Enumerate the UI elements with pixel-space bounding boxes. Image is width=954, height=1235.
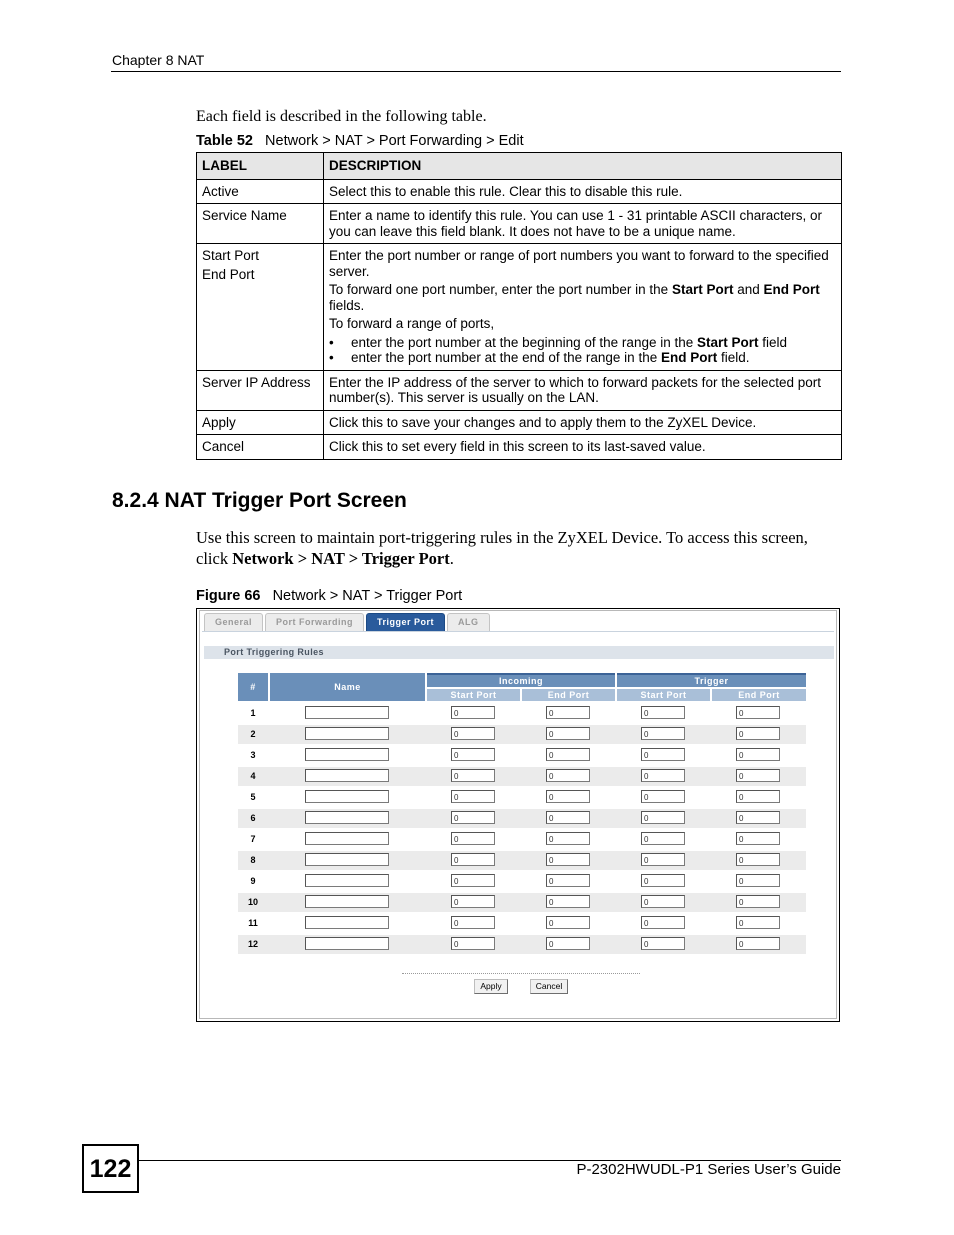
trigger-port-screenshot: [196, 608, 840, 1022]
incoming-end-port-input[interactable]: 0: [546, 706, 590, 719]
row-label: Active: [197, 179, 324, 204]
rule-name-input[interactable]: [305, 706, 389, 719]
trigger-end-port-input[interactable]: 0: [736, 706, 780, 719]
table-row: [238, 914, 806, 933]
tab-alg[interactable]: ALG: [447, 613, 490, 631]
rule-number: 7: [250, 834, 256, 844]
row-label: Apply: [197, 410, 324, 435]
row-label-start-port: Start Port: [202, 248, 260, 263]
desc-paragraph: Enter the port number or range of port numbers you want to forward to the specified server.: [329, 248, 829, 279]
column-header-description: DESCRIPTION: [324, 153, 842, 180]
table-row: [238, 830, 806, 849]
rule-number: 8: [250, 855, 256, 865]
rule-name-input[interactable]: [305, 874, 389, 887]
incoming-end-port-input[interactable]: 0: [546, 916, 590, 929]
column-header-incoming-start-port: Start Port: [427, 689, 520, 701]
figure-caption-number: Figure 66: [196, 588, 261, 604]
column-header-incoming: Incoming: [427, 673, 615, 687]
rule-name-input[interactable]: [305, 916, 389, 929]
table-row: [197, 244, 842, 371]
trigger-start-port-input[interactable]: 0: [641, 874, 685, 887]
column-header-trigger-end-port: End Port: [712, 689, 806, 701]
trigger-start-port-input[interactable]: 0: [641, 853, 685, 866]
trigger-start-port-input[interactable]: 0: [641, 937, 685, 950]
trigger-end-port-input[interactable]: 0: [736, 853, 780, 866]
trigger-start-port-input[interactable]: 0: [641, 769, 685, 782]
figure-caption-text: Network > NAT > Trigger Port: [272, 588, 463, 604]
cancel-button[interactable]: Cancel: [530, 979, 568, 994]
table-caption-number: Table 52: [196, 133, 253, 149]
row-description: Enter the IP address of the server to which to forward packets for the selected port number(s). This server is usually on the LAN.: [324, 370, 842, 410]
figure-caption: [196, 588, 462, 604]
trigger-start-port-input[interactable]: 0: [641, 727, 685, 740]
incoming-start-port-input[interactable]: 0: [451, 937, 495, 950]
incoming-end-port-input[interactable]: 0: [546, 895, 590, 908]
table-row: [238, 725, 806, 744]
table-header-row: [197, 153, 842, 180]
row-label: [197, 244, 324, 371]
rule-number: 3: [250, 750, 256, 760]
row-label-end-port: End Port: [202, 266, 255, 282]
row-description: Enter a name to identify this rule. You can use 1 - 31 printable ASCII characters, or you can leave this field blank. It does not have to be a unique name.: [324, 204, 842, 244]
desc-paragraph: To forward one port number, enter the port number in the Start Port and End Port fields.: [329, 282, 820, 313]
desc-paragraph: To forward a range of ports,: [329, 316, 495, 331]
column-header-name: Name: [270, 673, 425, 701]
incoming-start-port-input[interactable]: 0: [451, 706, 495, 719]
incoming-start-port-input[interactable]: 0: [451, 811, 495, 824]
incoming-end-port-input[interactable]: 0: [546, 790, 590, 803]
column-header-number: #: [238, 673, 268, 701]
apply-button[interactable]: Apply: [474, 979, 508, 994]
table-row: [238, 872, 806, 891]
guide-title: P-2302HWUDL-P1 Series User’s Guide: [576, 1161, 841, 1178]
incoming-end-port-input[interactable]: 0: [546, 832, 590, 845]
tab-general[interactable]: General: [204, 613, 263, 631]
column-header-trigger-start-port: Start Port: [617, 689, 710, 701]
table-row: [238, 746, 806, 765]
incoming-start-port-input[interactable]: 0: [451, 727, 495, 740]
trigger-end-port-input[interactable]: 0: [736, 832, 780, 845]
rule-name-input[interactable]: [305, 811, 389, 824]
trigger-end-port-input[interactable]: 0: [736, 916, 780, 929]
trigger-end-port-input[interactable]: 0: [736, 895, 780, 908]
incoming-start-port-input[interactable]: 0: [451, 790, 495, 803]
row-description: Click this to set every field in this screen to its last-saved value.: [324, 435, 842, 460]
trigger-start-port-input[interactable]: 0: [641, 748, 685, 761]
row-label: Cancel: [197, 435, 324, 460]
trigger-start-port-input[interactable]: 0: [641, 811, 685, 824]
tab-port-forwarding[interactable]: Port Forwarding: [265, 613, 364, 631]
table-row: [238, 788, 806, 807]
rule-name-input[interactable]: [305, 769, 389, 782]
rule-number: 11: [248, 918, 258, 928]
trigger-start-port-input[interactable]: 0: [641, 832, 685, 845]
field-description-table: [196, 152, 842, 460]
rule-number: 6: [250, 813, 256, 823]
incoming-end-port-input[interactable]: 0: [546, 769, 590, 782]
table-row: [197, 410, 842, 435]
table-row: [197, 179, 842, 204]
rule-number: 5: [250, 792, 256, 802]
table-row: [238, 767, 806, 786]
table-row: [238, 893, 806, 912]
page-number: 122: [82, 1144, 139, 1193]
column-header-incoming-end-port: End Port: [522, 689, 615, 701]
table-row: [197, 370, 842, 410]
incoming-start-port-input[interactable]: 0: [451, 895, 495, 908]
incoming-start-port-input[interactable]: 0: [451, 853, 495, 866]
incoming-start-port-input[interactable]: 0: [451, 748, 495, 761]
desc-bullet: • enter the port number at the beginning of the range in the Start Port field: [329, 335, 836, 351]
panel-title: Port Triggering Rules: [204, 646, 834, 659]
tab-bar: [204, 613, 492, 631]
menu-path: Network > NAT > Trigger Port: [232, 548, 450, 568]
rule-name-input[interactable]: [305, 748, 389, 761]
trigger-end-port-input[interactable]: 0: [736, 874, 780, 887]
trigger-end-port-input[interactable]: 0: [736, 937, 780, 950]
column-header-trigger: Trigger: [617, 673, 806, 687]
incoming-end-port-input[interactable]: 0: [546, 937, 590, 950]
row-description: Click this to save your changes and to apply them to the ZyXEL Device.: [324, 410, 842, 435]
table-row: [238, 704, 806, 723]
column-header-label: LABEL: [197, 153, 324, 180]
section-heading: 8.2.4 NAT Trigger Port Screen: [112, 489, 407, 512]
incoming-end-port-input[interactable]: 0: [546, 727, 590, 740]
table-row: [238, 851, 806, 870]
incoming-end-port-input[interactable]: 0: [546, 853, 590, 866]
tab-underline: [202, 631, 834, 632]
incoming-start-port-input[interactable]: 0: [451, 916, 495, 929]
incoming-start-port-input[interactable]: 0: [451, 769, 495, 782]
incoming-end-port-input[interactable]: 0: [546, 811, 590, 824]
trigger-end-port-input[interactable]: 0: [736, 790, 780, 803]
rule-name-input[interactable]: [305, 895, 389, 908]
table-row: [238, 935, 806, 954]
trigger-start-port-input[interactable]: 0: [641, 706, 685, 719]
table-row: [197, 435, 842, 460]
section-paragraph: Use this screen to maintain port-triggering rules in the ZyXEL Device. To access this screen, click Network > NAT > Trigger Port.: [196, 528, 808, 568]
trigger-start-port-input[interactable]: 0: [641, 895, 685, 908]
row-label: Server IP Address: [197, 370, 324, 410]
incoming-end-port-input[interactable]: 0: [546, 748, 590, 761]
trigger-start-port-input[interactable]: 0: [641, 790, 685, 803]
incoming-end-port-input[interactable]: 0: [546, 874, 590, 887]
rule-number: 9: [250, 876, 256, 886]
trigger-end-port-input[interactable]: 0: [736, 811, 780, 824]
rule-number: 4: [250, 771, 256, 781]
table-caption-text: Network > NAT > Port Forwarding > Edit: [265, 133, 524, 149]
rule-name-input[interactable]: [305, 937, 389, 950]
trigger-end-port-input[interactable]: 0: [736, 727, 780, 740]
rule-name-input[interactable]: [305, 832, 389, 845]
rule-number: 2: [250, 729, 256, 739]
desc-bullet-list: [329, 335, 836, 366]
rule-number: 12: [247, 939, 258, 949]
row-label: Service Name: [197, 204, 324, 244]
table-row: [238, 809, 806, 828]
rule-number: 10: [247, 897, 258, 907]
table-row: [197, 204, 842, 244]
row-description: Select this to enable this rule. Clear this to disable this rule.: [324, 179, 842, 204]
incoming-start-port-input[interactable]: 0: [451, 874, 495, 887]
desc-bullet: • enter the port number at the end of the range in the End Port field.: [329, 350, 836, 366]
trigger-end-port-input[interactable]: 0: [736, 748, 780, 761]
rule-name-input[interactable]: [305, 727, 389, 740]
rule-name-input[interactable]: [305, 790, 389, 803]
table-caption: [196, 133, 524, 149]
trigger-end-port-input[interactable]: 0: [736, 769, 780, 782]
row-description: [324, 244, 842, 371]
screen-panel: [199, 610, 837, 1019]
trigger-start-port-input[interactable]: 0: [641, 916, 685, 929]
tab-trigger-port[interactable]: Trigger Port: [366, 613, 445, 631]
running-header-chapter: Chapter 8 NAT: [112, 52, 205, 68]
button-divider: [402, 973, 640, 974]
intro-text: Each field is described in the following table.: [196, 108, 487, 125]
rule-name-input[interactable]: [305, 853, 389, 866]
incoming-start-port-input[interactable]: 0: [451, 832, 495, 845]
rule-number: 1: [250, 708, 256, 718]
header-rule: [111, 71, 841, 72]
